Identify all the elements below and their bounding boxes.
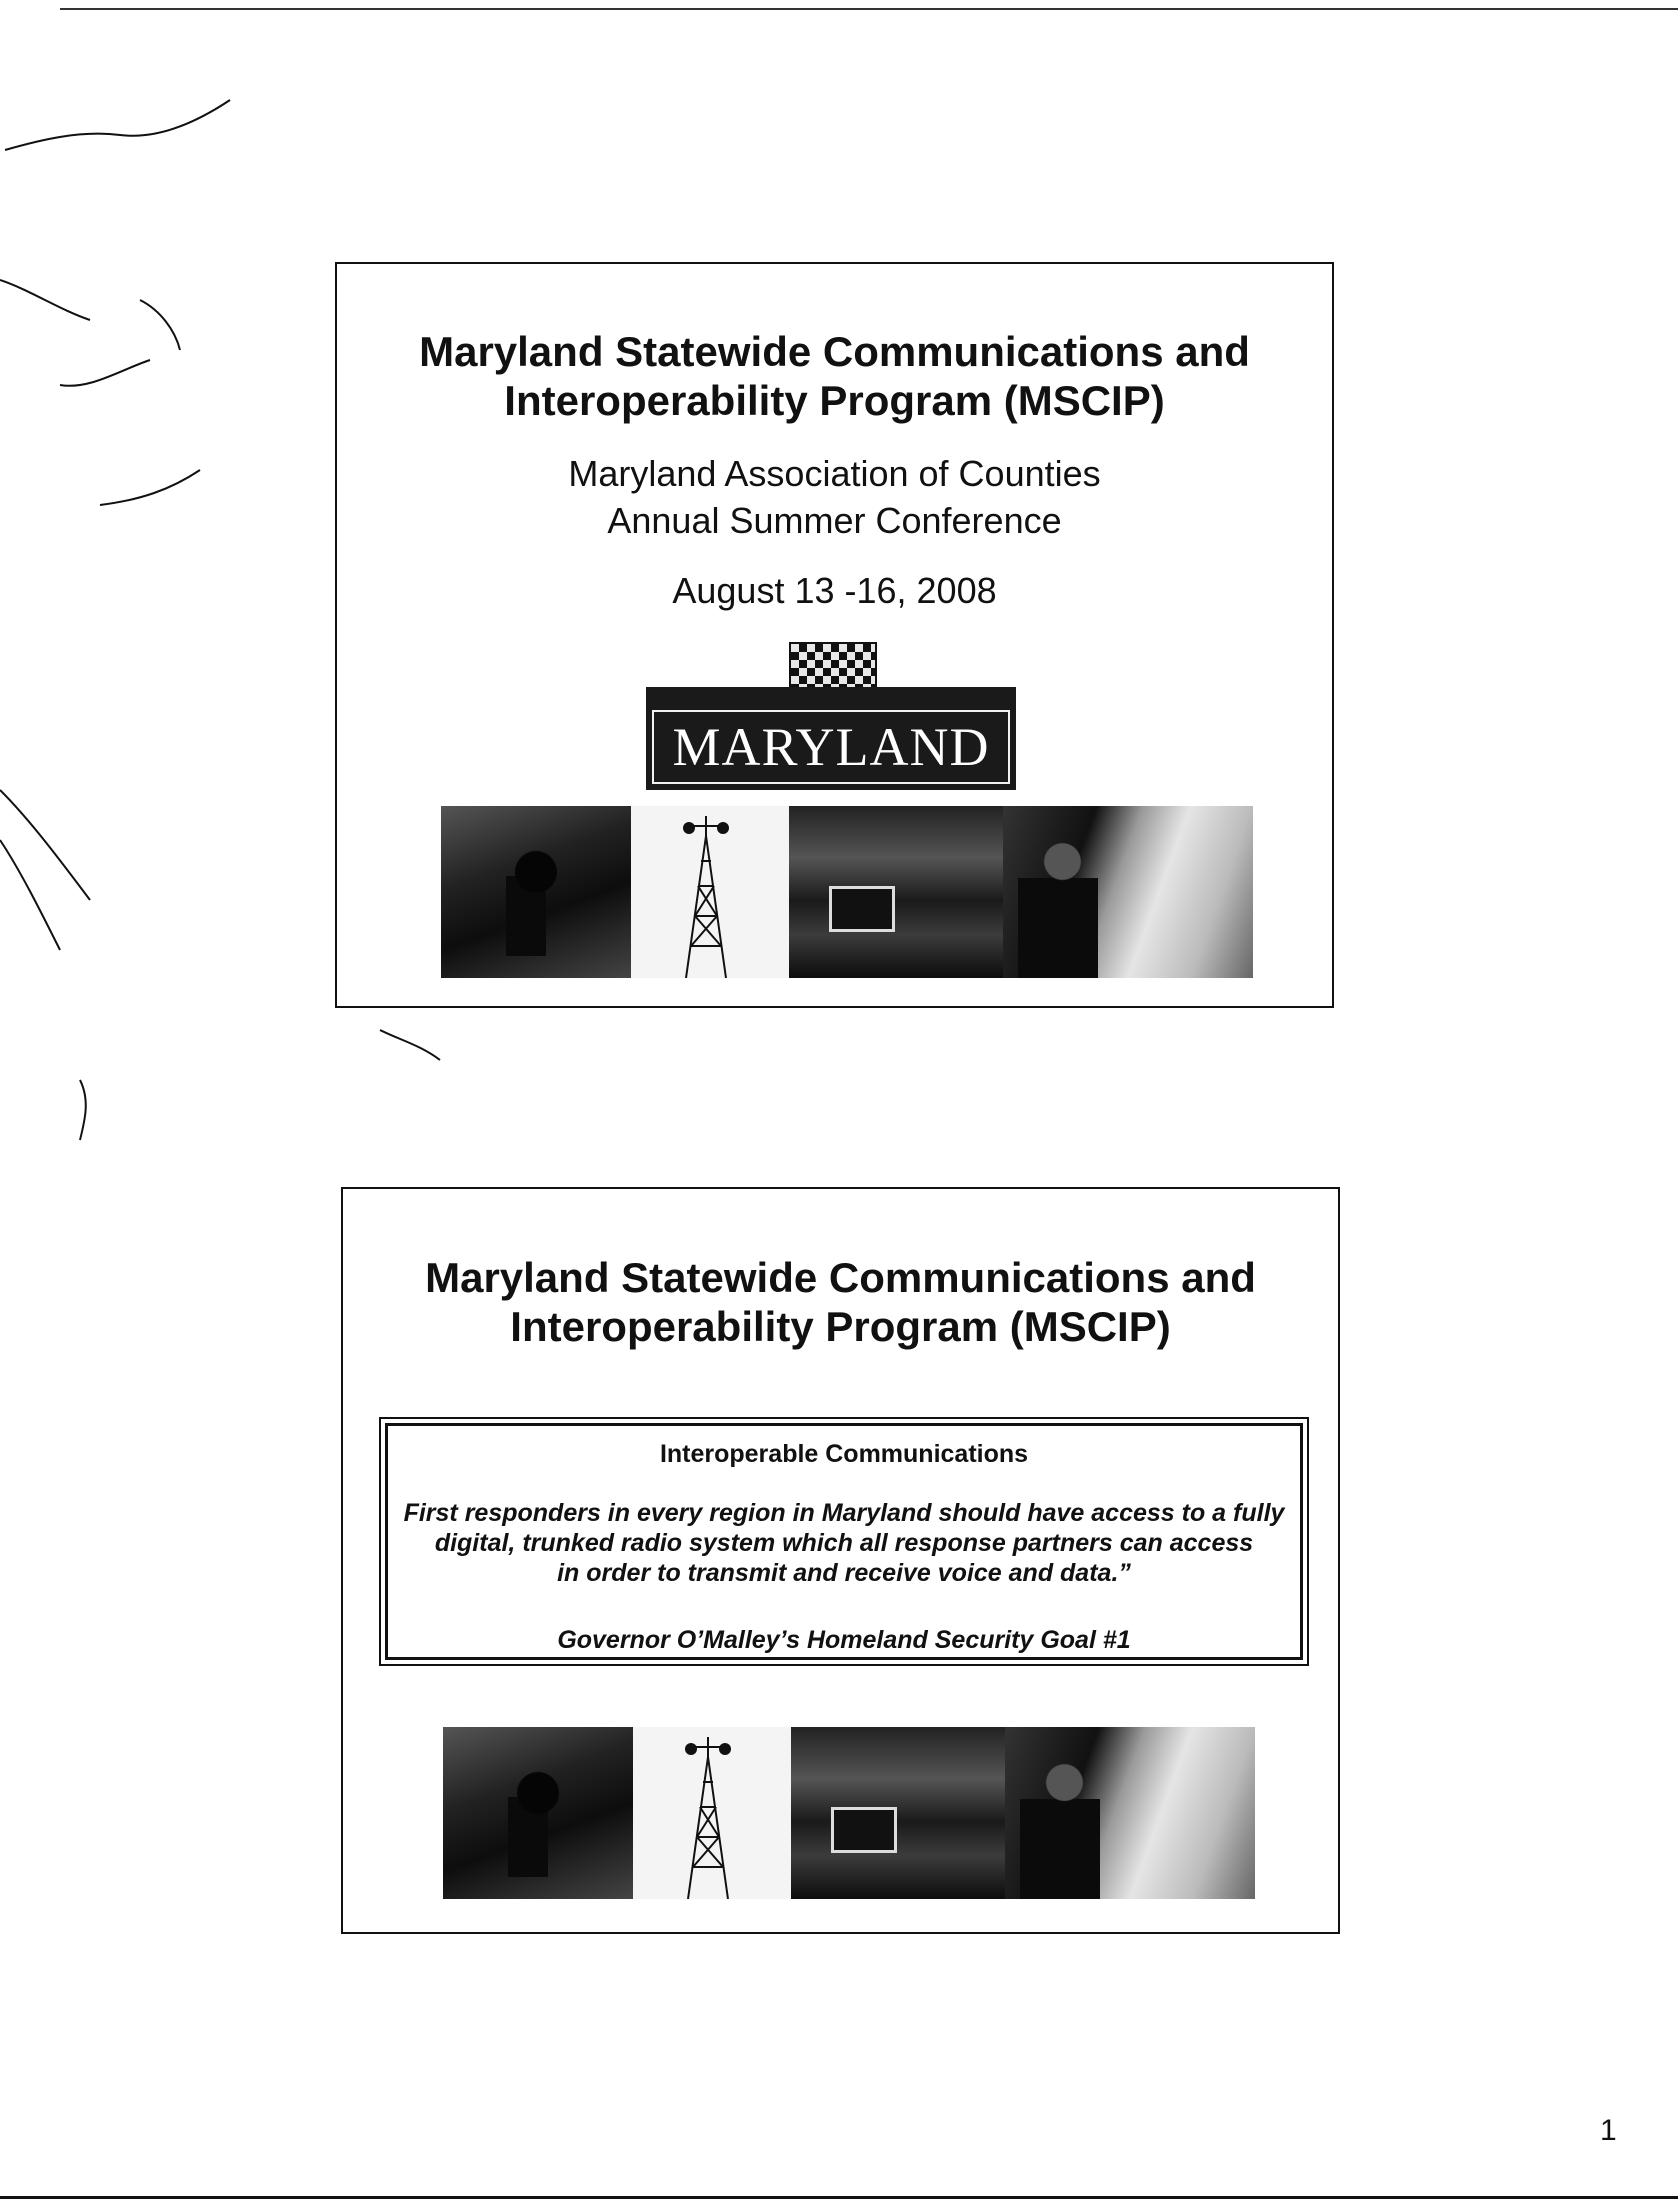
quote-heading: Interoperable Communications (659, 1440, 1029, 1468)
slide-2-title-line-1: Maryland Statewide Communications and (425, 1254, 1256, 1301)
dispatch-console-photo (791, 1727, 1005, 1899)
slide-1-subtitle (337, 450, 1332, 544)
goal-quote-box (379, 1417, 1309, 1666)
radio-tower-icon (631, 806, 789, 978)
soldiers-photo (441, 806, 631, 978)
radio-tower-photo (631, 806, 789, 978)
slide-1-title-line-1: Maryland Statewide Communications and (419, 328, 1250, 375)
slide-1-subtitle-line-2: Annual Summer Conference (607, 500, 1062, 541)
bottom-scan-rule (0, 2196, 1678, 2199)
maryland-logo (646, 642, 1016, 792)
officer-vehicle-photo (1005, 1727, 1255, 1899)
quote-line-1: First responders in every region in Maryland should have access to a fully (403, 1499, 1285, 1527)
dispatch-console-photo (789, 806, 1003, 978)
quote-attribution: Governor O’Malley’s Homeland Security Goal #1 (557, 1626, 1131, 1654)
page-number: 1 (1600, 2114, 1617, 2147)
slide-title-card (335, 262, 1334, 1008)
slide-1-title-line-2: Interoperability Program (MSCIP) (504, 377, 1165, 424)
slide-2-title-line-2: Interoperability Program (MSCIP) (510, 1303, 1171, 1350)
radio-tower-icon (633, 1727, 791, 1899)
officer-vehicle-photo (1003, 806, 1253, 978)
photo-strip (443, 1727, 1255, 1899)
slide-1-title (337, 327, 1332, 425)
soldiers-photo (443, 1727, 633, 1899)
photo-strip (441, 806, 1253, 978)
slide-1-date: August 13 -16, 2008 (672, 570, 997, 611)
quote-body (388, 1498, 1300, 1588)
slide-goal-card (341, 1187, 1340, 1934)
maryland-logo-text: MARYLAND (652, 710, 1010, 784)
slide-1-subtitle-line-1: Maryland Association of Counties (568, 453, 1101, 494)
quote-line-3: in order to transmit and receive voice and data.” (557, 1559, 1131, 1587)
radio-tower-photo (633, 1727, 791, 1899)
quote-line-2: digital, trunked radio system which all response partners can access (434, 1529, 1254, 1557)
slide-2-title (343, 1253, 1338, 1351)
